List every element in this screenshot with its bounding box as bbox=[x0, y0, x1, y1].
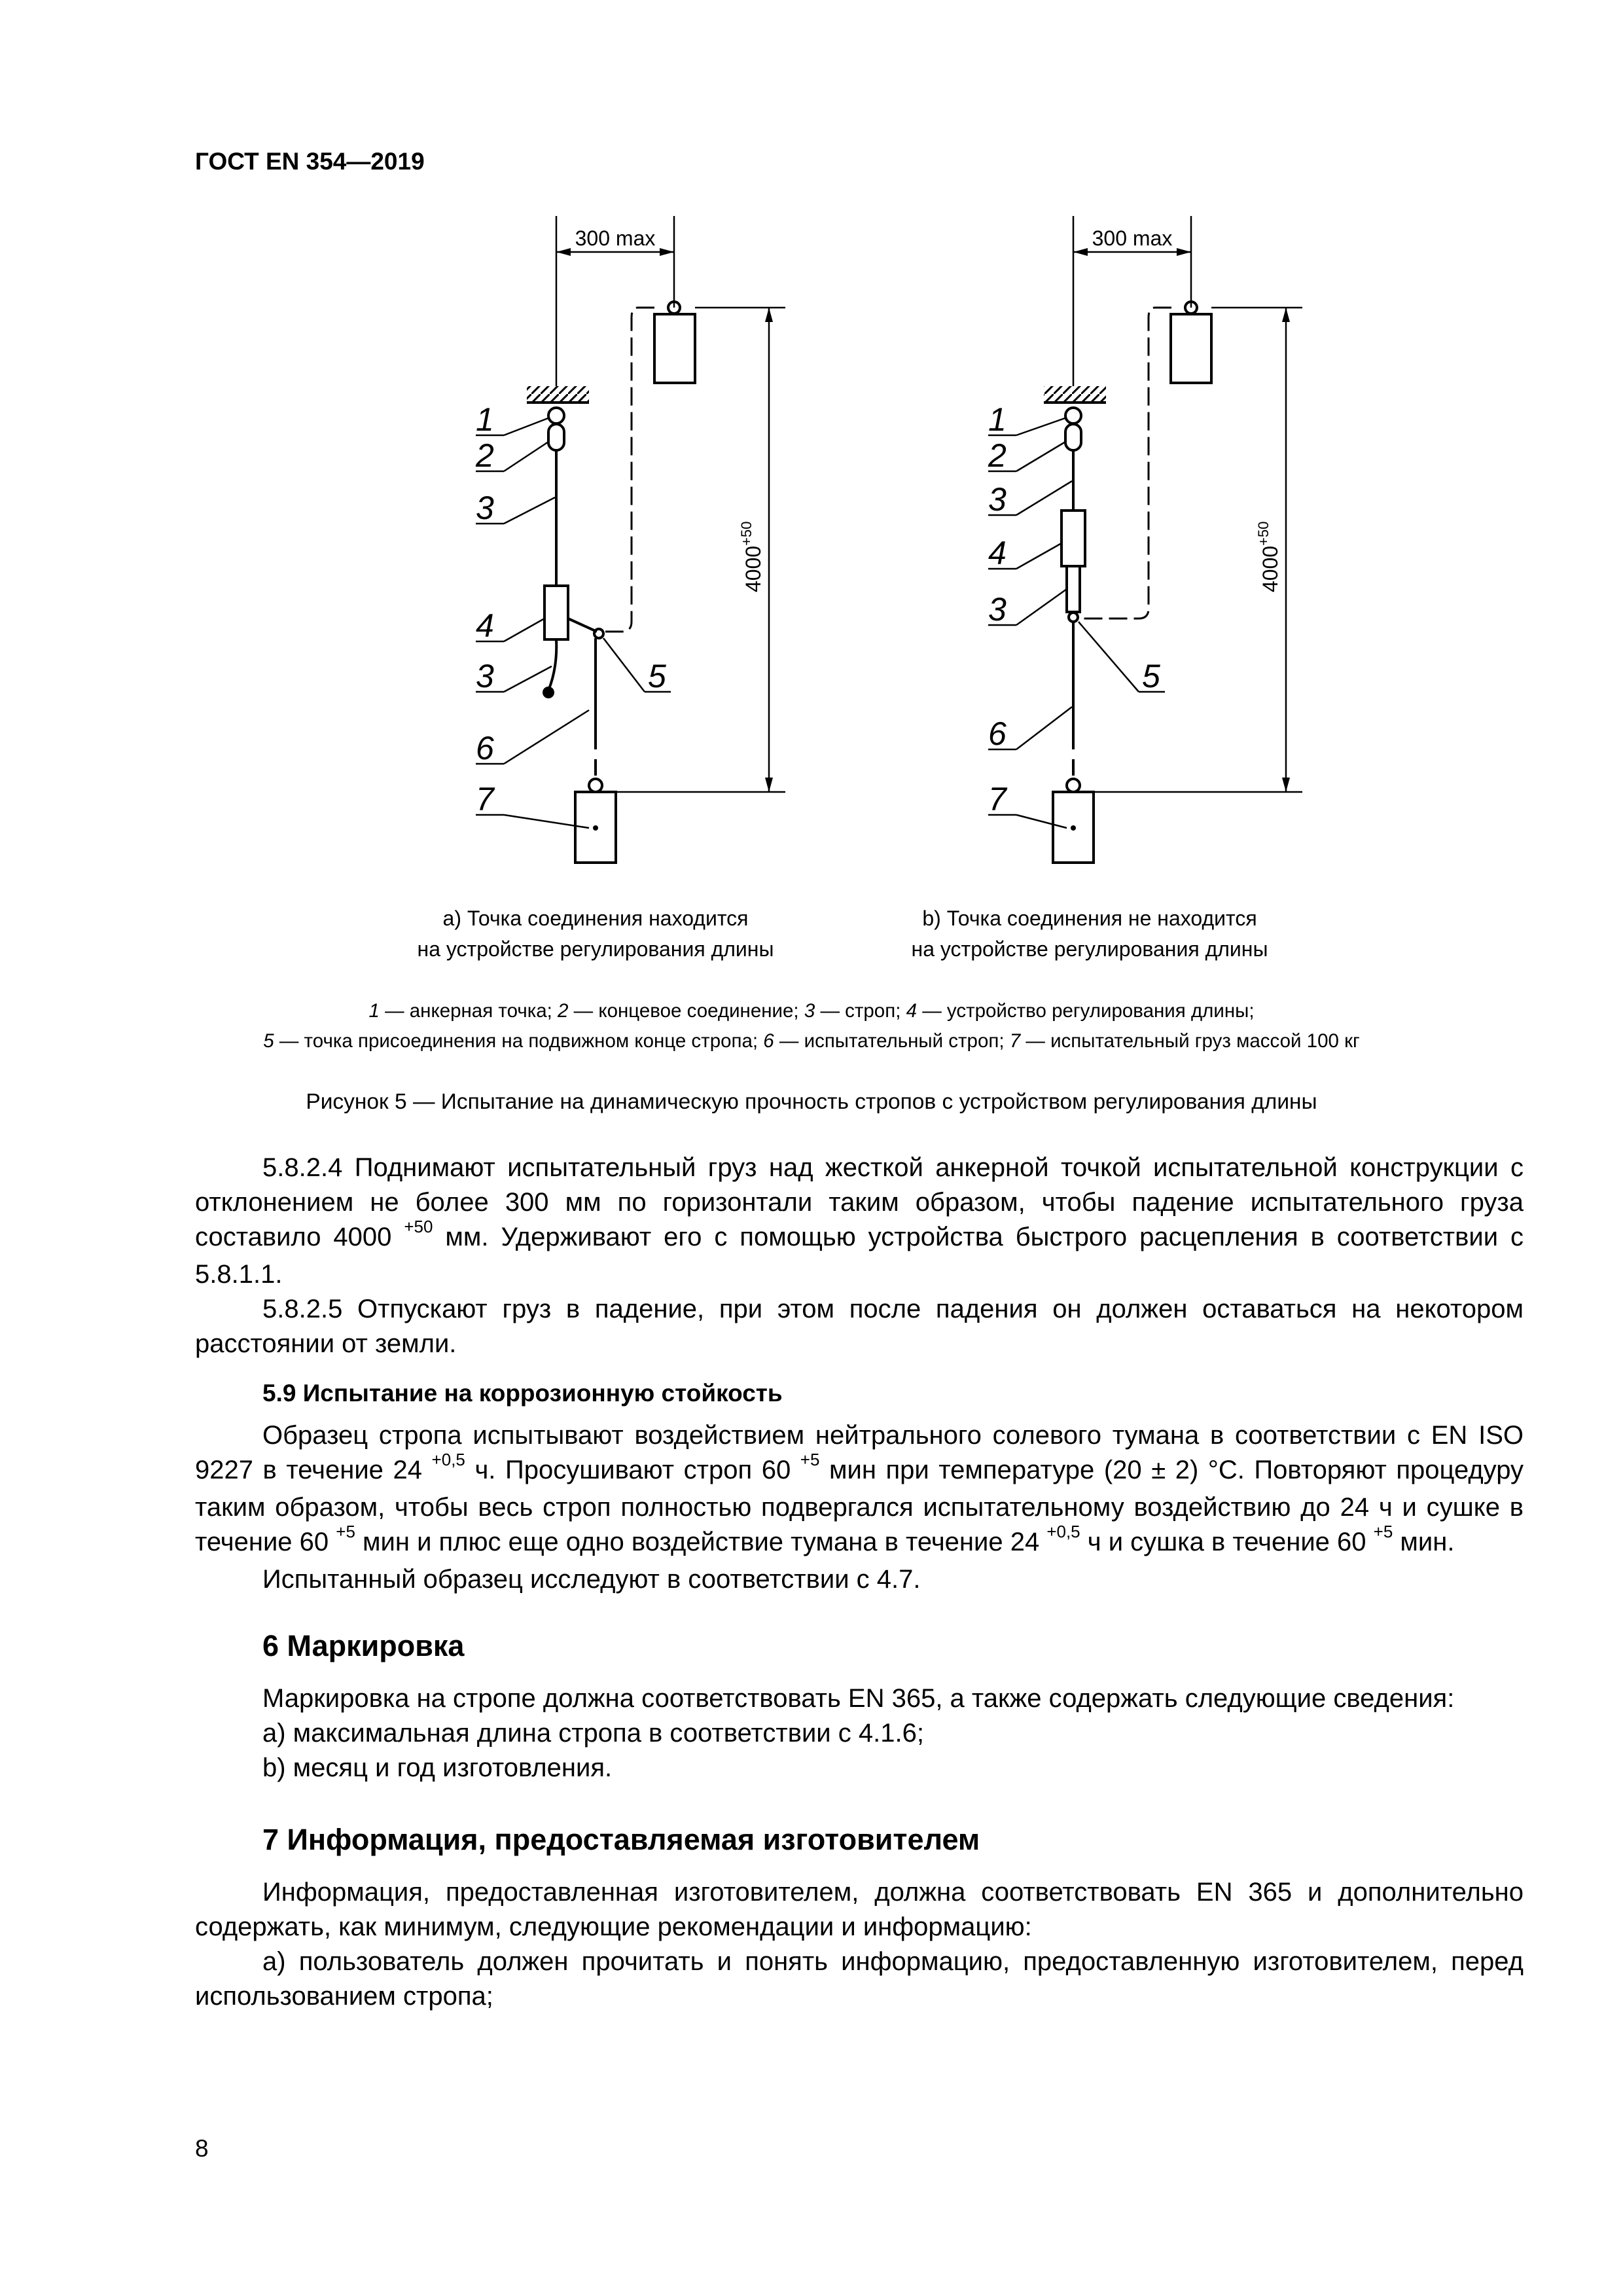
paragraph-7a: а) пользователь должен прочитать и понять информацию, предоставленную изготовителем, перед использованием стропа; bbox=[195, 1947, 1524, 2011]
label-3: 3 bbox=[476, 490, 494, 526]
dimension-horizontal-label: 300 max bbox=[575, 226, 656, 250]
label-b-4: 4 bbox=[988, 535, 1007, 571]
paragraph-5824: 5.8.2.4 Поднимают испытательный груз над жесткой анкерной точкой испытательной конструкции с отклонением не более 300 мм по горизонтали таким образом, чтобы падение испытательного груза составило 4000 $^{+50}$ мм. Удерживают его с помощью устройства быстрого расцепления в соответствии с 5.8.1.1. bbox=[195, 1153, 1524, 1289]
label-4: 4 bbox=[476, 607, 494, 644]
label-b-7: 7 bbox=[988, 781, 1007, 817]
paragraph-6a: а) максимальная длина стропа в соответствии с 4.1.6; bbox=[262, 1719, 924, 1748]
dimension-vertical-label: $4000^{+50}$ bbox=[738, 521, 765, 592]
figure-title: Рисунок 5 — Испытание на динамическую прочность стропов с устройством регулирования длины bbox=[306, 1090, 1317, 1114]
figure-5-diagram bbox=[0, 0, 1623, 916]
label-2: 2 bbox=[476, 437, 494, 474]
label-b-3: 3 bbox=[988, 481, 1007, 518]
dimension-horizontal-label-b: 300 max bbox=[1092, 226, 1173, 250]
label-1: 1 bbox=[476, 401, 494, 438]
label-b-5: 5 bbox=[1142, 658, 1160, 694]
caption-a: а) Точка соединения находится на устройстве регулирования длины bbox=[417, 906, 774, 961]
diagram-b bbox=[988, 216, 1302, 863]
label-b-6: 6 bbox=[988, 715, 1007, 752]
document-header: ГОСТ EN 354—2019 bbox=[195, 148, 425, 175]
label-3b: 3 bbox=[476, 658, 494, 694]
section-5-9-title: 5.9 Испытание на коррозионную стойкость bbox=[262, 1380, 783, 1407]
paragraph-7: Информация, предоставленная изготовителем, должна соответствовать EN 365 и дополнительно содержать, как минимум, следующие рекомендации и информацию: bbox=[195, 1878, 1524, 1941]
paragraph-5-9: Образец стропа испытывают воздействием нейтрального солевого тумана в соответствии с EN ISO 9227 в течение 24 $^{+0,5}$ ч. Просушивают строп 60 $^{+5}$ мин при температуре (20 ± 2) °С. Повторяют процедуру таким образом, чтобы весь строп полностью подвергался испытательному воздействию до 24 ч и сушке в течение 60 $^{+5}$ мин и плюс еще одно воздействие тумана в течение 24 $^{+0,5}$ ч и сушка в течение 60 $^{+5}$ мин. bbox=[195, 1421, 1524, 1556]
section-7-title: 7 Информация, предоставляемая изготовителем bbox=[262, 1823, 980, 1856]
label-b-1: 1 bbox=[988, 401, 1007, 438]
label-6: 6 bbox=[476, 730, 494, 766]
diagram-a bbox=[475, 216, 785, 863]
label-b-2: 2 bbox=[988, 437, 1007, 474]
label-5: 5 bbox=[648, 658, 666, 694]
paragraph-6: Маркировка на стропе должна соответствовать EN 365, а также содержать следующие сведения: bbox=[262, 1684, 1455, 1713]
paragraph-5-9b: Испытанный образец исследуют в соответствии с 4.7. bbox=[262, 1565, 921, 1594]
page-number: 8 bbox=[195, 2135, 209, 2162]
caption-b: b) Точка соединения не находится на устройстве регулирования длины bbox=[911, 906, 1268, 961]
section-6-title: 6 Маркировка bbox=[262, 1629, 465, 1662]
dimension-vertical-label-b: $4000^{+50}$ bbox=[1255, 521, 1282, 592]
paragraph-5825: 5.8.2.5 Отпускают груз в падение, при этом после падения он должен оставаться на некотором расстоянии от земли. bbox=[195, 1295, 1524, 1358]
paragraph-6b: b) месяц и год изготовления. bbox=[262, 1753, 613, 1782]
label-b-3b: 3 bbox=[988, 591, 1007, 628]
body-text bbox=[195, 1151, 1524, 2014]
label-7: 7 bbox=[476, 781, 494, 817]
figure-legend: 1 — анкерная точка; 2 — концевое соединение; 3 — строп; 4 — устройство регулирования длины; 5 — точка присоединения на подвижном конце стропа; 6 — испытательный строп; 7 — испытательный груз массой 100 кг bbox=[263, 1000, 1360, 1052]
